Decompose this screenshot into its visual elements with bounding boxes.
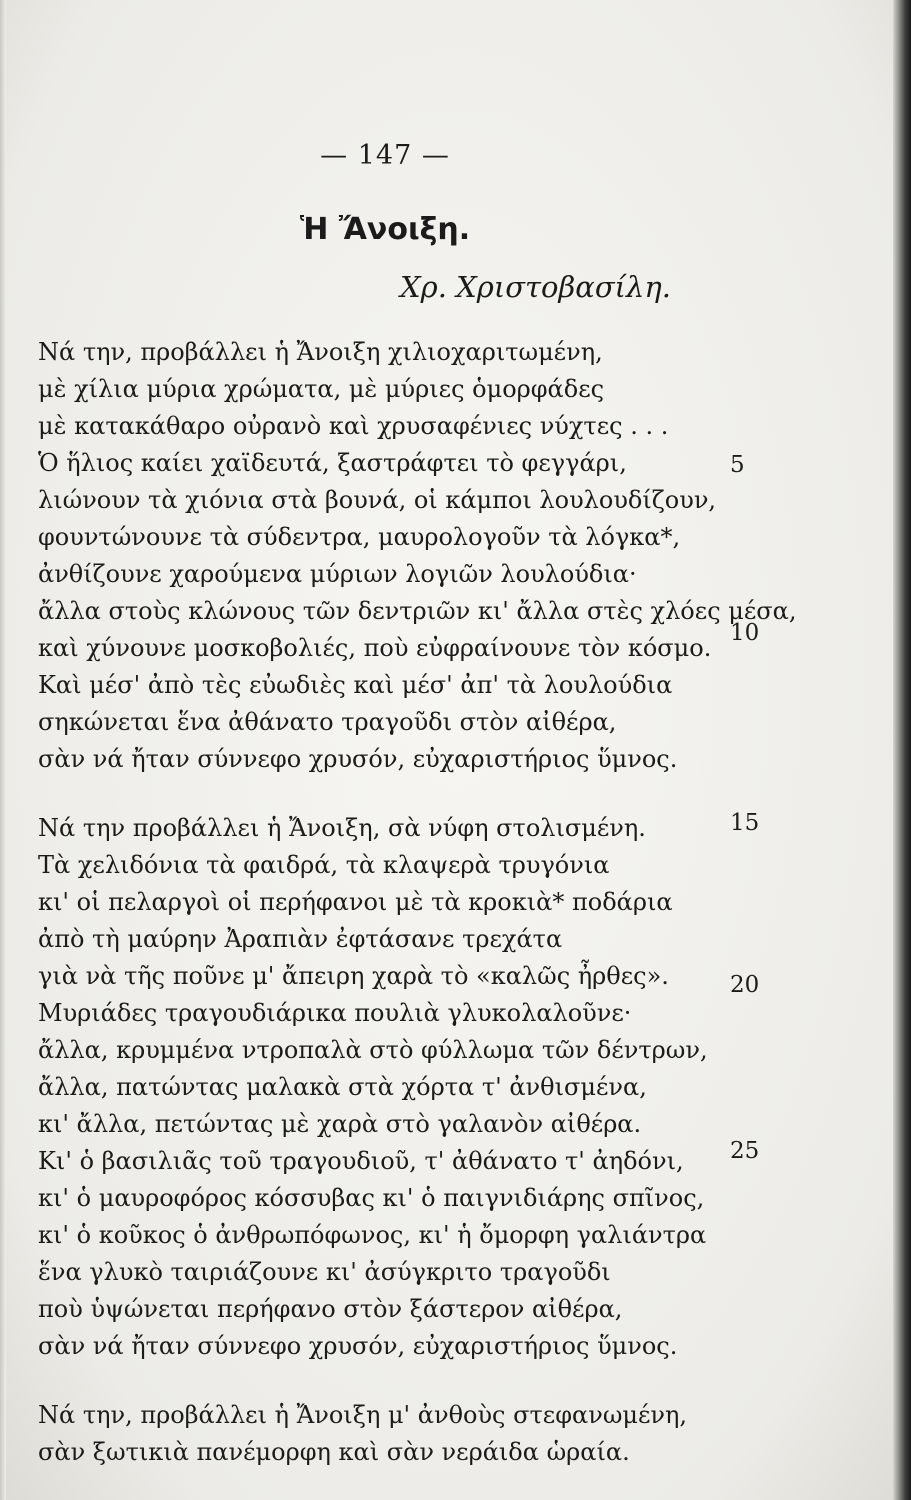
verse-line: κι' ἄλλα, πετώντας μὲ χαρὰ στὸ γαλανὸν αἰθέρα. [38, 1110, 642, 1138]
verse-line: Νά την, προβάλλει ἡ Ἄνοιξη μ' ἀνθοὺς στεφανωμένη, [38, 1401, 688, 1429]
verse-line: Νά την, προβάλλει ἡ Ἄνοιξη χιλιοχαριτωμένη, [38, 338, 603, 366]
verse-line: σὰν ξωτικιὰ πανέμορφη καὶ σὰν νεράιδα ὡραία. [38, 1438, 630, 1466]
verse-line: μὲ κατακάθαρο οὐρανὸ καὶ χρυσαφένιες νύχτες . . . [38, 412, 669, 440]
page-binding-shadow [893, 0, 911, 1500]
stanza-gap [38, 1365, 688, 1397]
verse-line: Νά την προβάλλει ἡ Ἄνοιξη, σὰ νύφη στολισμένη. [38, 814, 646, 842]
line-number-20: 20 [730, 972, 760, 998]
verse-line: καὶ χύνουνε μοσκοβολιές, ποὺ εὐφραίνουνε τὸν κόσμο. [38, 634, 712, 662]
verse-line: Μυριάδες τραγουδιάρικα πουλιὰ γλυκολαλοῦνε· [38, 999, 632, 1027]
poem-title: Ἡ Ἄνοιξη. [299, 212, 471, 247]
stanza-gap [38, 778, 688, 810]
verse-line: ἄλλα, πατώντας μαλακὰ στὰ χόρτα τ' ἀνθισμένα, [38, 1073, 647, 1101]
verse-line: ἕνα γλυκὸ ταιριάζουνε κι' ἀσύγκριτο τραγοῦδι [38, 1258, 611, 1286]
verse-line: σηκώνεται ἕνα ἀθάνατο τραγοῦδι στὸν αἰθέρα, [38, 708, 617, 736]
verse-line: Καὶ μέσ' ἀπὸ τὲς εὐωδιὲς καὶ μέσ' ἀπ' τὰ λουλούδια [38, 671, 673, 699]
verse-line: ἀνθίζουνε χαρούμενα μύριων λογιῶν λουλούδια· [38, 560, 637, 588]
verse-line: ἄλλα, κρυμμένα ντροπαλὰ στὸ φύλλωμα τῶν δέντρων, [38, 1036, 708, 1064]
verse-line: σὰν νά ἤταν σύννεφο χρυσόν, εὐχαριστήριος ὕμνος. [38, 745, 678, 773]
verse-line: φουντώνουνε τὰ σύδεντρα, μαυρολογοῦν τὰ λόγκα*, [38, 523, 681, 551]
stanza-2 [38, 810, 708, 1365]
line-number-15: 15 [730, 810, 760, 836]
verse-line: ἀπὸ τὴ μαύρην Ἀραπιὰν ἐφτάσανε τρεχάτα [38, 925, 563, 953]
verse-line: κι' ὁ μαυροφόρος κόσσυβας κι' ὁ παιγνιδιάρης σπῖνος, [38, 1184, 705, 1212]
line-number-10: 10 [730, 620, 760, 646]
verse-line: Ὁ ἥλιος καίει χαϊδευτά, ξαστράφτει τὸ φεγγάρι, [38, 449, 627, 477]
verse-line: μὲ χίλια μύρια χρώματα, μὲ μύριες ὁμορφάδες [38, 375, 605, 403]
verse-line: κι' οἱ πελαργοὶ οἱ περήφανοι μὲ τὰ κροκιὰ* ποδάρια [38, 888, 673, 916]
verse-line: Τὰ χελιδόνια τὰ φαιδρά, τὰ κλαψερὰ τρυγόνια [38, 851, 610, 879]
poem-author: Χρ. Χριστοβασίλη. [400, 270, 671, 304]
verse-line: Κι' ὁ βασιλιᾶς τοῦ τραγουδιοῦ, τ' ἀθάνατο τ' ἀηδόνι, [38, 1147, 684, 1175]
verse-line: ποὺ ὑψώνεται περήφανο στὸν ξάστερον αἰθέρα, [38, 1295, 623, 1323]
stanza-3 [38, 1397, 688, 1471]
verse-line: σὰν νά ἤταν σύννεφο χρυσόν, εὐχαριστήριος ὕμνος. [38, 1332, 678, 1360]
line-number-25: 25 [730, 1138, 760, 1164]
line-number-5: 5 [730, 452, 745, 478]
verse-line: κι' ὁ κοῦκος ὁ ἀνθρωπόφωνος, κι' ἡ ὄμορφη γαλιάντρα [38, 1221, 707, 1249]
verse-line: ἄλλα στοὺς κλώνους τῶν δεντριῶν κι' ἄλλα στὲς χλόες μέσα, [38, 597, 797, 625]
verse-line: γιὰ νὰ τῆς ποῦνε μ' ἄπειρη χαρὰ τὸ «καλῶς ἦρθες». [38, 962, 669, 990]
page-number: — 147 — [320, 140, 450, 171]
verse-line: λιώνουν τὰ χιόνια στὰ βουνά, οἱ κάμποι λουλουδίζουν, [38, 486, 717, 514]
